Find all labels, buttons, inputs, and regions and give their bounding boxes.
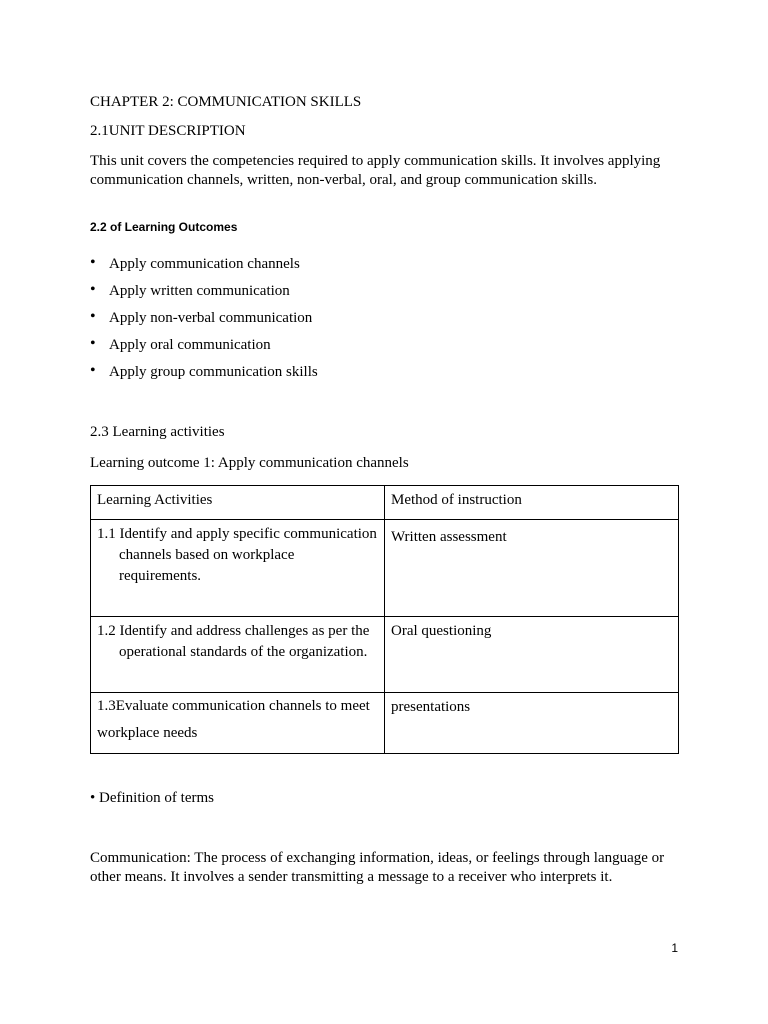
list-item-text: Apply non-verbal communication: [109, 310, 313, 326]
list-item-text: Apply group communication skills: [109, 364, 318, 380]
learning-outcomes-heading: 2.2 of Learning Outcomes: [90, 220, 238, 234]
method-cell: [385, 520, 679, 617]
learning-outcomes-list: [90, 254, 318, 389]
learning-activities-heading: 2.3 Learning activities: [90, 424, 225, 440]
method-cell: [385, 617, 679, 693]
method-text: Oral questioning: [391, 623, 492, 639]
method-text: Written assessment: [391, 529, 507, 545]
list-item-text: Apply oral communication: [109, 337, 271, 353]
bullet-icon: •: [90, 281, 96, 298]
list-item: [90, 308, 318, 335]
learning-outcome-label: Learning outcome 1: Apply communication channels: [90, 455, 409, 471]
activity-cell: [91, 520, 385, 617]
table-header-row: [91, 486, 679, 520]
bullet-icon: •: [90, 254, 96, 271]
definition-heading: • Definition of terms: [90, 790, 214, 806]
activity-text: 1.2 Identify and address challenges as per the operational standards of the organization.: [97, 623, 370, 660]
activity-text: 1.1 Identify and apply specific communication channels based on workplace requirements.: [97, 526, 377, 584]
table-header-cell: Method of instruction: [385, 486, 679, 520]
unit-description-heading: 2.1UNIT DESCRIPTION: [90, 123, 246, 139]
table-header-cell: Learning Activities: [91, 486, 385, 520]
method-cell: [385, 693, 679, 754]
definition-communication: Communication: The process of exchanging information, ideas, or feelings through language or other means. It involves a sender transmitting a message to a receiver who interprets it.: [90, 850, 665, 885]
activity-cell: [91, 693, 385, 754]
learning-activities-table: [90, 485, 679, 754]
bullet-icon: •: [90, 362, 96, 379]
method-text: presentations: [391, 699, 471, 715]
table-row: [91, 693, 679, 754]
table-row: [91, 617, 679, 693]
list-item: [90, 281, 318, 308]
page-number: 1: [671, 941, 678, 955]
chapter-title: CHAPTER 2: COMMUNICATION SKILLS: [90, 94, 362, 110]
list-item: [90, 362, 318, 389]
list-item: [90, 254, 318, 281]
unit-description-text: This unit covers the competencies required to apply communication skills. It involves applying communication channels, written, non-verbal, oral, and group communication skills.: [90, 153, 661, 188]
table-row: [91, 520, 679, 617]
list-item: [90, 335, 318, 362]
bullet-icon: •: [90, 308, 96, 325]
bullet-icon: •: [90, 335, 96, 352]
activity-text: 1.3Evaluate communication channels to meet workplace needs: [97, 698, 370, 741]
activity-cell: [91, 617, 385, 693]
list-item-text: Apply communication channels: [109, 256, 300, 272]
list-item-text: Apply written communication: [109, 283, 290, 299]
